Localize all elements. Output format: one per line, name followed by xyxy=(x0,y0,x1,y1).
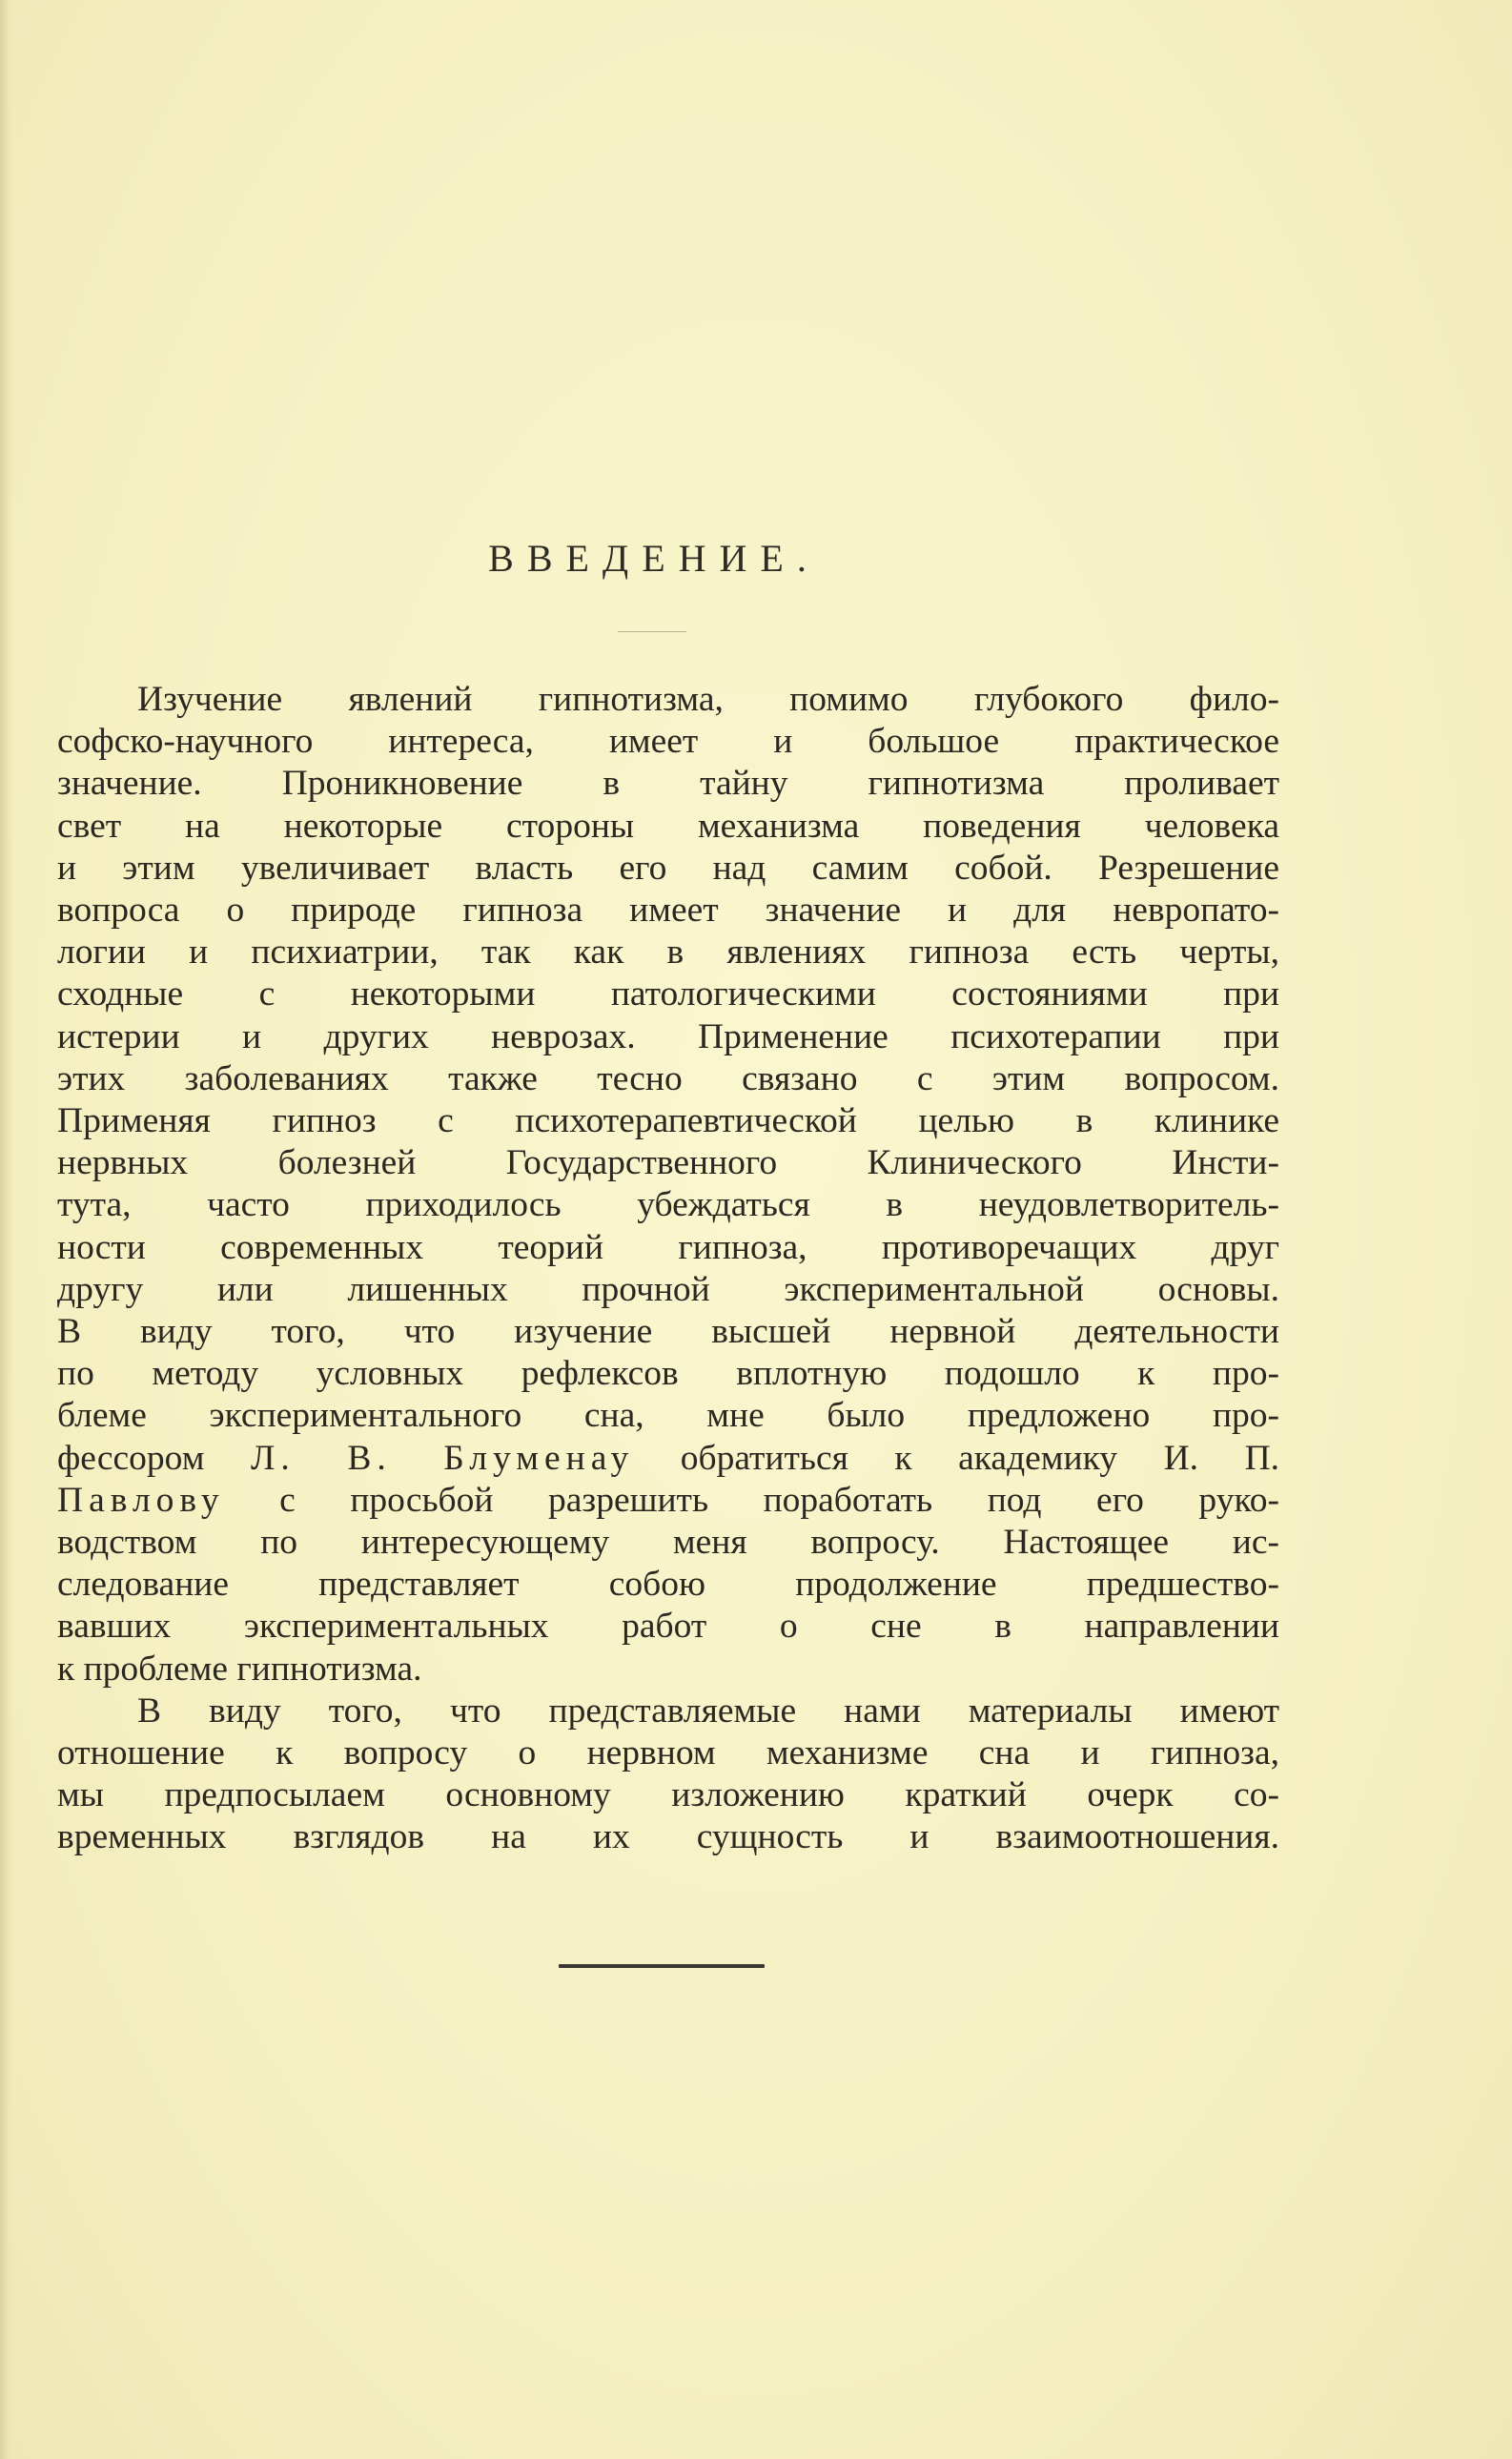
text-line: логии и психиатрии, так как в явлениях гипноза есть черты, xyxy=(57,932,1279,973)
text-line: истерии и других неврозах. Применение психотерапии при xyxy=(57,1016,1279,1056)
person-name-pavlov: Павлову xyxy=(57,1480,225,1520)
text-line: другу или лишенных прочной экспериментальной основы. xyxy=(57,1269,1279,1309)
person-name-blumenau: Л. В. Блуменау xyxy=(250,1438,635,1478)
chapter-body xyxy=(57,679,1279,1859)
text-line: временных взглядов на их сущность и взаимоотношения. xyxy=(57,1817,1279,1857)
text-line: следование представляет собою продолжение предшество- xyxy=(57,1565,1279,1605)
text-line: к проблеме гипнотизма. xyxy=(57,1649,422,1689)
text-line: вавших экспериментальных работ о сне в направлении xyxy=(57,1607,1279,1647)
text-line: по методу условных рефлексов вплотную подошло к про- xyxy=(57,1354,1279,1394)
text-line: софско-научного интереса, имеет и большое практическое xyxy=(57,722,1279,762)
text-line: значение. Проникновение в тайну гипнотизма проливает xyxy=(57,764,1279,804)
text-line: и этим увеличивает власть его над самим собой. Резрешение xyxy=(57,848,1279,888)
page-binding-edge xyxy=(0,0,13,2459)
text-fragment: обратиться к академику И. П. xyxy=(680,1438,1280,1478)
text-fragment: с просьбой разрешить поработать под его руко- xyxy=(279,1480,1279,1520)
title-divider xyxy=(618,631,686,632)
text-line: блеме экспериментального сна, мне было предложено про- xyxy=(57,1396,1279,1436)
text-line: Применяя гипноз с психотерапевтической целью в клинике xyxy=(57,1101,1279,1141)
text-line: сходные с некоторыми патологическими состояниями при xyxy=(57,974,1279,1014)
text-line: нервных болезней Государственного Клинического Инсти- xyxy=(57,1143,1279,1183)
text-line: Изучение явлений гипнотизма, помимо глубокого фило- xyxy=(137,680,1279,719)
text-line: этих заболеваниях также тесно связано с этим вопросом. xyxy=(57,1058,1279,1098)
text-line: вопроса о природе гипноза имеет значение и для невропато- xyxy=(57,891,1279,931)
text-line: тута, часто приходилось убеждаться в неудовлетворитель- xyxy=(57,1185,1279,1225)
text-line: отношение к вопросу о нервном механизме сна и гипноза, xyxy=(57,1733,1279,1773)
text-line: В виду того, что изучение высшей нервной деятельности xyxy=(57,1312,1279,1352)
text-fragment: фессором xyxy=(57,1438,205,1478)
chapter-title: ВВЕДЕНИЕ. xyxy=(488,537,820,580)
text-line-blumenau xyxy=(57,1438,1279,1480)
text-line: водством по интересующему меня вопросу. Настоящее ис- xyxy=(57,1523,1279,1563)
text-line: свет на некоторые стороны механизма поведения человека xyxy=(57,806,1279,846)
text-line: мы предпосылаем основному изложению краткий очерк со- xyxy=(57,1775,1279,1815)
text-line: ности современных теорий гипноза, противоречащих друг xyxy=(57,1227,1279,1267)
section-end-rule xyxy=(559,1964,765,1968)
text-line: В виду того, что представляемые нами материалы имеют xyxy=(137,1691,1279,1731)
text-line-pavlov xyxy=(57,1480,1279,1522)
